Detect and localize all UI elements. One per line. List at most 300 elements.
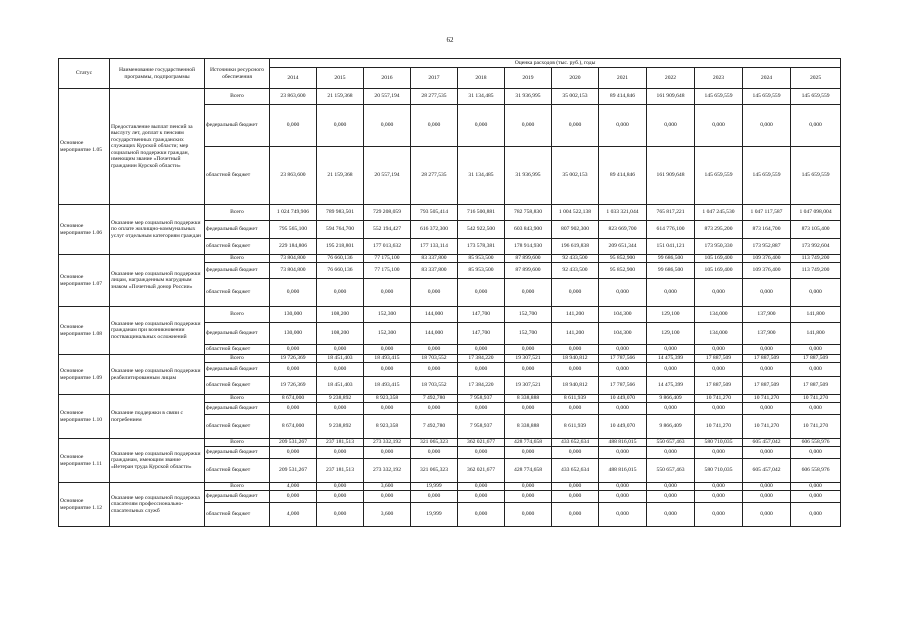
cell-value: 7 492,780 — [411, 395, 458, 403]
cell-value: 0,000 — [791, 503, 841, 527]
cell-value: 17 887,509 — [743, 377, 791, 395]
cell-value: 10 741,270 — [743, 415, 791, 439]
cell-value: 765 817,221 — [647, 205, 695, 221]
cell-value: 10 741,270 — [791, 395, 841, 403]
cell-value: 789 983,501 — [317, 205, 364, 221]
row-status: Основное мероприятие 1.09 — [59, 355, 110, 395]
cell-value: 0,000 — [599, 503, 647, 527]
cell-value: 488 816,015 — [599, 439, 647, 447]
cell-value: 0,000 — [695, 403, 743, 415]
cell-value: 0,000 — [505, 279, 552, 307]
cell-value: 31 134,485 — [458, 89, 505, 105]
cell-value: 18 940,812 — [552, 355, 599, 363]
cell-value: 8 611,939 — [552, 415, 599, 439]
cell-value: 20 557,194 — [364, 89, 411, 105]
row-program-name: Предоставление выплат пенсий за выслугу лет, доплат к пенсиям государственных гражданских служащих Курской области; мер социальной поддержки граждан, имеющим звание «Почетный гражданин Курской области» — [110, 89, 205, 205]
cell-value: 9 238,892 — [317, 395, 364, 403]
cell-value: 488 816,015 — [599, 459, 647, 483]
cell-value: 0,000 — [647, 105, 695, 147]
cell-value: 141,800 — [791, 323, 841, 345]
cell-value: 0,000 — [743, 363, 791, 377]
cell-value: 8 923,358 — [364, 415, 411, 439]
cell-value: 144,000 — [411, 307, 458, 323]
cell-value: 3,600 — [364, 503, 411, 527]
cell-value: 10 741,270 — [695, 395, 743, 403]
cell-value: 428 774,658 — [505, 459, 552, 483]
cell-value: 73 804,800 — [270, 263, 317, 279]
row-status: Основное мероприятие 1.05 — [59, 89, 110, 205]
cell-value: 0,000 — [411, 279, 458, 307]
cell-value: 18 940,812 — [552, 377, 599, 395]
cell-value: 0,000 — [317, 491, 364, 503]
cell-value: 0,000 — [270, 491, 317, 503]
row-program-name: Оказание мер социальной поддержки гражданам при возникновении поствакцинальных осложнений — [110, 307, 205, 355]
row-funding-source: областной бюджет — [205, 279, 270, 307]
cell-value: 8 923,358 — [364, 395, 411, 403]
cell-value: 1 033 321,044 — [599, 205, 647, 221]
header-year: 2021 — [599, 68, 647, 89]
cell-value: 73 804,800 — [270, 255, 317, 263]
row-status: Основное мероприятие 1.08 — [59, 307, 110, 355]
cell-value: 23 863,600 — [270, 147, 317, 205]
cell-value: 18 451,403 — [317, 377, 364, 395]
cell-value: 9 866,409 — [647, 395, 695, 403]
page-number: 62 — [446, 36, 454, 44]
cell-value: 28 277,535 — [411, 89, 458, 105]
cell-value: 28 277,535 — [411, 147, 458, 205]
row-funding-source: областной бюджет — [205, 415, 270, 439]
cell-value: 0,000 — [647, 503, 695, 527]
cell-value: 1 047 245,530 — [695, 205, 743, 221]
cell-value: 0,000 — [317, 363, 364, 377]
cell-value: 0,000 — [743, 105, 791, 147]
cell-value: 95 852,900 — [599, 263, 647, 279]
cell-value: 0,000 — [458, 503, 505, 527]
row-funding-source: Всего — [205, 355, 270, 363]
table-body — [59, 89, 841, 527]
cell-value: 17 887,509 — [743, 355, 791, 363]
cell-value: 173 952,887 — [743, 239, 791, 255]
cell-value: 0,000 — [599, 447, 647, 459]
cell-value: 14 475,399 — [647, 355, 695, 363]
row-funding-source: областной бюджет — [205, 147, 270, 205]
cell-value: 109 376,400 — [743, 255, 791, 263]
cell-value: 321 065,323 — [411, 459, 458, 483]
cell-value: 137,900 — [743, 307, 791, 323]
cell-value: 0,000 — [695, 503, 743, 527]
cell-value: 10 741,270 — [695, 415, 743, 439]
cell-value: 793 505,414 — [411, 205, 458, 221]
cell-value: 130,000 — [270, 307, 317, 323]
row-funding-source: федеральный бюджет — [205, 323, 270, 345]
cell-value: 0,000 — [411, 345, 458, 355]
cell-value: 552 194,427 — [364, 221, 411, 239]
cell-value: 141,800 — [791, 307, 841, 323]
row-funding-source: Всего — [205, 483, 270, 491]
cell-value: 273 332,192 — [364, 439, 411, 447]
cell-value: 0,000 — [791, 483, 841, 491]
cell-value: 428 774,658 — [505, 439, 552, 447]
cell-value: 606 558,976 — [791, 439, 841, 447]
row-funding-source: федеральный бюджет — [205, 363, 270, 377]
cell-value: 152,300 — [364, 307, 411, 323]
cell-value: 134,000 — [695, 323, 743, 345]
cell-value: 76 660,136 — [317, 255, 364, 263]
cell-value: 0,000 — [599, 363, 647, 377]
cell-value: 14 475,399 — [647, 377, 695, 395]
cell-value: 77 175,100 — [364, 255, 411, 263]
cell-value: 18 451,403 — [317, 355, 364, 363]
cell-value: 0,000 — [647, 345, 695, 355]
cell-value: 178 914,930 — [505, 239, 552, 255]
cell-value: 0,000 — [411, 491, 458, 503]
cell-value: 0,000 — [695, 447, 743, 459]
cell-value: 87 899,600 — [505, 263, 552, 279]
header-year: 2019 — [505, 68, 552, 89]
cell-value: 0,000 — [364, 105, 411, 147]
row-program-name: Оказание поддержки в связи с погребением — [110, 395, 205, 439]
cell-value: 606 558,976 — [791, 459, 841, 483]
cell-value: 0,000 — [743, 447, 791, 459]
cell-value: 0,000 — [411, 447, 458, 459]
cell-value: 0,000 — [695, 345, 743, 355]
table-row — [59, 355, 841, 363]
cell-value: 209 651,344 — [599, 239, 647, 255]
table-row — [59, 307, 841, 323]
cell-value: 0,000 — [411, 363, 458, 377]
cell-value: 76 660,136 — [317, 263, 364, 279]
cell-value: 0,000 — [270, 105, 317, 147]
row-funding-source: Всего — [205, 439, 270, 447]
cell-value: 0,000 — [552, 279, 599, 307]
cell-value: 0,000 — [599, 403, 647, 415]
cell-value: 873 105,400 — [791, 221, 841, 239]
cell-value: 321 065,323 — [411, 439, 458, 447]
cell-value: 0,000 — [317, 447, 364, 459]
cell-value: 0,000 — [647, 279, 695, 307]
cell-value: 134,000 — [695, 307, 743, 323]
cell-value: 616 372,300 — [411, 221, 458, 239]
cell-value: 9 866,409 — [647, 415, 695, 439]
cell-value: 0,000 — [364, 403, 411, 415]
cell-value: 0,000 — [552, 491, 599, 503]
cell-value: 433 652,634 — [552, 439, 599, 447]
cell-value: 0,000 — [458, 483, 505, 491]
cell-value: 1 047 117,587 — [743, 205, 791, 221]
cell-value: 550 657,463 — [647, 459, 695, 483]
cell-value: 0,000 — [647, 363, 695, 377]
row-status: Основное мероприятие 1.06 — [59, 205, 110, 255]
cell-value: 614 776,100 — [647, 221, 695, 239]
cell-value: 10 741,270 — [743, 395, 791, 403]
cell-value: 0,000 — [743, 491, 791, 503]
cell-value: 31 134,485 — [458, 147, 505, 205]
budget-table — [58, 58, 841, 527]
cell-value: 17 887,509 — [791, 377, 841, 395]
cell-value: 105 169,400 — [695, 255, 743, 263]
header-year: 2024 — [743, 68, 791, 89]
cell-value: 0,000 — [270, 279, 317, 307]
cell-value: 0,000 — [647, 491, 695, 503]
row-program-name: Оказание мер социальной поддержки по оплате жилищно-коммунальных услуг отдельным категориям граждан — [110, 205, 205, 255]
cell-value: 104,300 — [599, 323, 647, 345]
row-funding-source: областной бюджет — [205, 239, 270, 255]
cell-value: 173 578,381 — [458, 239, 505, 255]
cell-value: 0,000 — [364, 491, 411, 503]
row-funding-source: федеральный бюджет — [205, 447, 270, 459]
row-funding-source: федеральный бюджет — [205, 403, 270, 415]
cell-value: 17 787,566 — [599, 377, 647, 395]
cell-value: 35 002,153 — [552, 89, 599, 105]
cell-value: 145 659,559 — [695, 89, 743, 105]
cell-value: 0,000 — [599, 345, 647, 355]
row-program-name: Оказание мер социальной поддержки гражданам, имеющим звание «Ветеран труда Курской области» — [110, 439, 205, 483]
cell-value: 4,000 — [270, 483, 317, 491]
cell-value: 161 909,648 — [647, 147, 695, 205]
cell-value: 0,000 — [552, 403, 599, 415]
cell-value: 31 936,995 — [505, 147, 552, 205]
cell-value: 0,000 — [791, 447, 841, 459]
cell-value: 0,000 — [743, 483, 791, 491]
cell-value: 0,000 — [505, 503, 552, 527]
cell-value: 0,000 — [505, 491, 552, 503]
cell-value: 0,000 — [270, 403, 317, 415]
cell-value: 10 741,270 — [791, 415, 841, 439]
header-status: Статус — [59, 59, 110, 89]
cell-value: 113 749,200 — [791, 255, 841, 263]
cell-value: 873 164,700 — [743, 221, 791, 239]
cell-value: 17 887,509 — [695, 377, 743, 395]
row-funding-source: федеральный бюджет — [205, 263, 270, 279]
cell-value: 17 787,566 — [599, 355, 647, 363]
cell-value: 85 953,500 — [458, 255, 505, 263]
cell-value: 0,000 — [599, 491, 647, 503]
cell-value: 1 004 522,138 — [552, 205, 599, 221]
header-source: Источники ресурсного обеспечения — [205, 59, 270, 89]
cell-value: 0,000 — [411, 105, 458, 147]
cell-value: 4,000 — [270, 503, 317, 527]
cell-value: 31 936,995 — [505, 89, 552, 105]
cell-value: 113 749,200 — [791, 263, 841, 279]
cell-value: 209 531,267 — [270, 459, 317, 483]
cell-value: 0,000 — [695, 491, 743, 503]
row-program-name: Оказание мер социальной поддержки лицам, награжденным нагрудным знаком «Почетный донор России» — [110, 255, 205, 307]
cell-value: 229 184,806 — [270, 239, 317, 255]
cell-value: 151 041,121 — [647, 239, 695, 255]
cell-value: 0,000 — [505, 105, 552, 147]
cell-value: 0,000 — [317, 345, 364, 355]
cell-value: 83 337,800 — [411, 255, 458, 263]
cell-value: 129,100 — [647, 323, 695, 345]
row-funding-source: федеральный бюджет — [205, 105, 270, 147]
cell-value: 0,000 — [791, 363, 841, 377]
cell-value: 0,000 — [270, 447, 317, 459]
cell-value: 195 218,801 — [317, 239, 364, 255]
cell-value: 77 175,100 — [364, 263, 411, 279]
cell-value: 0,000 — [743, 403, 791, 415]
cell-value: 0,000 — [647, 483, 695, 491]
cell-value: 0,000 — [411, 403, 458, 415]
table-row — [59, 483, 841, 491]
cell-value: 0,000 — [364, 345, 411, 355]
table-row — [59, 439, 841, 447]
cell-value: 9 238,892 — [317, 415, 364, 439]
cell-value: 605 457,042 — [743, 459, 791, 483]
cell-value: 35 002,153 — [552, 147, 599, 205]
row-status: Основное мероприятие 1.10 — [59, 395, 110, 439]
cell-value: 782 758,830 — [505, 205, 552, 221]
cell-value: 542 922,500 — [458, 221, 505, 239]
cell-value: 7 958,937 — [458, 415, 505, 439]
cell-value: 0,000 — [552, 447, 599, 459]
cell-value: 0,000 — [695, 483, 743, 491]
cell-value: 145 659,559 — [695, 147, 743, 205]
cell-value: 17 384,220 — [458, 355, 505, 363]
cell-value: 18 703,552 — [411, 377, 458, 395]
cell-value: 196 619,838 — [552, 239, 599, 255]
cell-value: 0,000 — [695, 105, 743, 147]
cell-value: 7 492,780 — [411, 415, 458, 439]
cell-value: 0,000 — [458, 345, 505, 355]
cell-value: 89 414,846 — [599, 147, 647, 205]
cell-value: 17 887,509 — [695, 355, 743, 363]
cell-value: 0,000 — [552, 345, 599, 355]
cell-value: 0,000 — [743, 345, 791, 355]
row-program-name: Оказание мер социальной поддержки реабилитированным лицам — [110, 355, 205, 395]
row-funding-source: областной бюджет — [205, 503, 270, 527]
cell-value: 104,300 — [599, 307, 647, 323]
cell-value: 0,000 — [647, 447, 695, 459]
cell-value: 108,200 — [317, 307, 364, 323]
cell-value: 92 433,500 — [552, 263, 599, 279]
cell-value: 108,200 — [317, 323, 364, 345]
cell-value: 137,900 — [743, 323, 791, 345]
cell-value: 729 208,059 — [364, 205, 411, 221]
cell-value: 0,000 — [505, 447, 552, 459]
cell-value: 0,000 — [791, 279, 841, 307]
header-estimate: Оценка расходов (тыс. руб.), годы — [270, 59, 841, 68]
cell-value: 21 159,368 — [317, 147, 364, 205]
table-row — [59, 395, 841, 403]
cell-value: 10 449,070 — [599, 415, 647, 439]
cell-value: 18 703,552 — [411, 355, 458, 363]
header-year: 2015 — [317, 68, 364, 89]
cell-value: 99 686,500 — [647, 263, 695, 279]
row-funding-source: Всего — [205, 255, 270, 263]
cell-value: 807 902,300 — [552, 221, 599, 239]
cell-value: 362 021,677 — [458, 459, 505, 483]
cell-value: 177 013,632 — [364, 239, 411, 255]
cell-value: 0,000 — [791, 491, 841, 503]
cell-value: 0,000 — [695, 279, 743, 307]
row-funding-source: федеральный бюджет — [205, 221, 270, 239]
cell-value: 0,000 — [364, 279, 411, 307]
row-funding-source: Всего — [205, 89, 270, 105]
cell-value: 173 950,330 — [695, 239, 743, 255]
cell-value: 0,000 — [599, 105, 647, 147]
cell-value: 23 863,600 — [270, 89, 317, 105]
cell-value: 145 659,559 — [791, 89, 841, 105]
cell-value: 0,000 — [458, 447, 505, 459]
row-funding-source: Всего — [205, 395, 270, 403]
cell-value: 0,000 — [743, 279, 791, 307]
cell-value: 145 659,559 — [791, 147, 841, 205]
cell-value: 85 953,500 — [458, 263, 505, 279]
header-year: 2017 — [411, 68, 458, 89]
cell-value: 0,000 — [505, 403, 552, 415]
row-funding-source: федеральный бюджет — [205, 491, 270, 503]
row-funding-source: областной бюджет — [205, 377, 270, 395]
cell-value: 152,700 — [505, 307, 552, 323]
cell-value: 89 414,846 — [599, 89, 647, 105]
cell-value: 0,000 — [552, 503, 599, 527]
cell-value: 0,000 — [458, 403, 505, 415]
cell-value: 141,200 — [552, 307, 599, 323]
cell-value: 161 909,648 — [647, 89, 695, 105]
cell-value: 594 764,700 — [317, 221, 364, 239]
cell-value: 0,000 — [317, 279, 364, 307]
table-row — [59, 205, 841, 221]
header-year: 2022 — [647, 68, 695, 89]
cell-value: 145 659,559 — [743, 89, 791, 105]
cell-value: 19,999 — [411, 503, 458, 527]
cell-value: 0,000 — [599, 483, 647, 491]
cell-value: 0,000 — [458, 363, 505, 377]
cell-value: 8 674,000 — [270, 395, 317, 403]
cell-value: 129,100 — [647, 307, 695, 323]
cell-value: 17 887,509 — [791, 355, 841, 363]
cell-value: 147,700 — [458, 307, 505, 323]
cell-value: 1 024 749,906 — [270, 205, 317, 221]
cell-value: 0,000 — [647, 403, 695, 415]
header-year: 2025 — [791, 68, 841, 89]
cell-value: 21 159,368 — [317, 89, 364, 105]
cell-value: 823 669,700 — [599, 221, 647, 239]
cell-value: 177 133,114 — [411, 239, 458, 255]
table-row — [59, 255, 841, 263]
cell-value: 0,000 — [317, 403, 364, 415]
cell-value: 7 958,937 — [458, 395, 505, 403]
cell-value: 141,200 — [552, 323, 599, 345]
cell-value: 99 686,500 — [647, 255, 695, 263]
cell-value: 605 457,042 — [743, 439, 791, 447]
cell-value: 19 726,369 — [270, 377, 317, 395]
row-status: Основное мероприятие 1.11 — [59, 439, 110, 483]
cell-value: 152,300 — [364, 323, 411, 345]
cell-value: 145 659,559 — [743, 147, 791, 205]
cell-value: 209 531,267 — [270, 439, 317, 447]
cell-value: 0,000 — [505, 363, 552, 377]
header-year: 2018 — [458, 68, 505, 89]
cell-value: 0,000 — [505, 483, 552, 491]
row-status: Основное мероприятие 1.12 — [59, 483, 110, 527]
cell-value: 19 726,369 — [270, 355, 317, 363]
cell-value: 152,700 — [505, 323, 552, 345]
cell-value: 105 169,400 — [695, 263, 743, 279]
cell-value: 8 338,888 — [505, 395, 552, 403]
cell-value: 0,000 — [791, 105, 841, 147]
header-year: 2020 — [552, 68, 599, 89]
cell-value: 795 565,100 — [270, 221, 317, 239]
row-funding-source: Всего — [205, 205, 270, 221]
cell-value: 0,000 — [270, 345, 317, 355]
cell-value: 0,000 — [458, 105, 505, 147]
cell-value: 8 674,000 — [270, 415, 317, 439]
cell-value: 0,000 — [791, 403, 841, 415]
cell-value: 130,000 — [270, 323, 317, 345]
cell-value: 0,000 — [270, 363, 317, 377]
cell-value: 147,700 — [458, 323, 505, 345]
